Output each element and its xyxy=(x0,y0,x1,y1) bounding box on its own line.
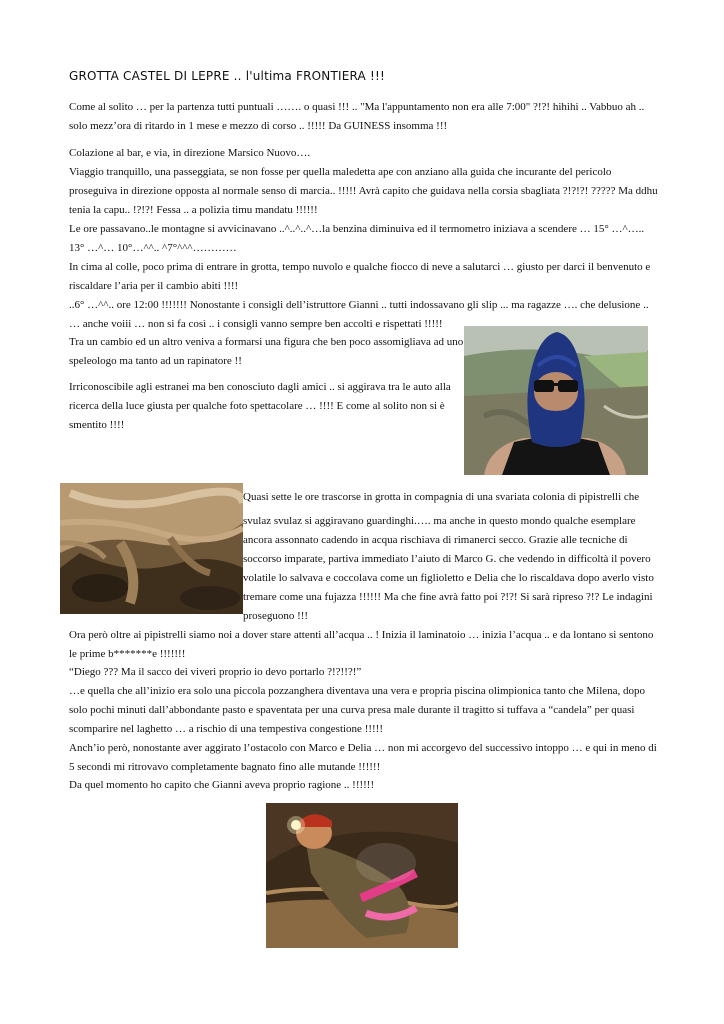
paragraph-line: soccorso imparate, partiva immediato l’aiuto di Marco G. che vedendo in difficoltà il povero xyxy=(243,553,651,565)
balaclava-person-photo xyxy=(464,326,648,475)
paragraph-line: solo pochi minuti dall’abbondante pasto e spaventata per una curva presa male durante il tragitto si tuffava a “candela” per quasi xyxy=(69,704,635,716)
paragraph-line: le prime b*******e !!!!!!! xyxy=(69,648,186,660)
paragraph-line: Le ore passavano..le montagne si avvicinavano ..^..^..^…la benzina diminuiva ed il termometro iniziava a scendere … 15° …^….. xyxy=(69,223,645,235)
caver-water-photo xyxy=(266,803,458,948)
paragraph-line: “Diego ??? Ma il sacco dei viveri proprio io devo portarlo ?!?!!?!” xyxy=(69,666,362,678)
paragraph-line: tremare come una fujazza !!!!!! Ma che fine avrà fatto poi ?!?! Si sarà ripreso ?!? Le indagini xyxy=(243,591,653,603)
paragraph-line: ancora assonnato cadendo in acqua rischiava di rimanerci secco. Grazie alle tecniche di xyxy=(243,534,628,546)
paragraph-line: Viaggio tranquillo, una passeggiata, se non fosse per quella maledetta ape con anziano alla guida che incurante del pericolo xyxy=(69,166,612,178)
paragraph-line: svulaz svulaz si aggiravano guardinghi.…. ma anche in questo mondo qualche esemplare xyxy=(243,515,636,527)
paragraph-line: ..6° …^^.. ore 12:00 !!!!!!! Nonostante i consigli dell’istruttore Gianni .. tutti indossavano gli slip ... ma ragazze …. che delusione .. xyxy=(69,299,649,311)
paragraph-line: scomparire nel laghetto … a rischio di una tempestiva congestione !!!!! xyxy=(69,723,384,735)
paragraph-line: Da quel momento ho capito che Gianni aveva proprio ragione .. !!!!!! xyxy=(69,779,375,791)
paragraph-line: Colazione al bar, e via, in direzione Marsico Nuovo…. xyxy=(69,147,311,159)
paragraph-line: Tra un cambio ed un altro veniva a formarsi una figura che ben poco assomigliava ad uno xyxy=(69,336,464,348)
paragraph-line: proseguono !!! xyxy=(243,610,309,622)
paragraph-line: riscaldare l’aria per il cambio abiti !!!! xyxy=(69,280,239,292)
paragraph-line: In cima al colle, poco prima di entrare in grotta, tempo nuvolo e qualche fiocco di neve a salutarci … giusto per darci il benvenuto e xyxy=(69,261,651,273)
paragraph-line: 13° …^… 10°…^^.. ^7°^^^………… xyxy=(69,242,237,254)
paragraph-line: solo mezz’ora di ritardo in 1 mese e mezzo di corso .. !!!!! Da GUINESS insomma !!! xyxy=(69,120,448,132)
paragraph-line: … anche voiii … non si fa così .. i consigli vanno sempre ben accolti e rispettati !!!!! xyxy=(69,318,443,330)
paragraph-line: smentito !!!! xyxy=(69,419,125,431)
paragraph-line: Ora però oltre ai pipistrelli siamo noi a dover stare attenti all’acqua .. ! Inizia il laminatoio … inizia l’acqua .. e da lontano si sentono xyxy=(69,629,654,641)
paragraph-line: …e quella che all’inizio era solo una piccola pozzanghera diventava una vera e propria piscina olimpionica tanto che Milena, dopo xyxy=(69,685,646,697)
paragraph-line: Come al solito … per la partenza tutti puntuali ……. o quasi !!! .. "Ma l'appuntamento non era alle 7:00" ?!?! hihihi .. Vabbuo ah .. xyxy=(69,101,645,113)
paragraph-line: Anch’io però, nonostante aver aggirato l’ostacolo con Marco e Delia … non mi accorgevo del successivo intoppo … e qui in meno di xyxy=(69,742,657,754)
page-title: GROTTA CASTEL DI LEPRE .. l'ultima FRONTIERA !!! xyxy=(69,69,386,83)
cave-rock-photo xyxy=(60,483,243,614)
paragraph-line: Irriconoscibile agli estranei ma ben conosciuto dagli amici .. si aggirava tra le auto alla xyxy=(69,381,451,393)
paragraph-line: 5 secondi mi ritrovavo completamente bagnato fino alle mutande !!!!!! xyxy=(69,761,381,773)
paragraph-line: ricerca della luce giusta per qualche foto spettacolare … !!!! E come al solito non si è xyxy=(69,400,445,412)
paragraph-line: tenia la capu.. !?!?! Fessa .. a polizia timu mandatu !!!!!! xyxy=(69,204,318,216)
paragraph-line: volatile lo salvava e coccolava come un figlioletto e Delia che lo riscaldava dopo averlo visto xyxy=(243,572,654,584)
paragraph-line: Quasi sette le ore trascorse in grotta in compagnia di una svariata colonia di pipistrelli che xyxy=(243,491,640,503)
paragraph-line: proseguiva in direzione opposta al normale senso di marcia.. !!!!! Avrà capito che guidava nella corsia sbagliata ?!?!?! ????? Ma ddhu xyxy=(69,185,658,197)
paragraph-line: speleologo ma tanto ad un rapinatore !! xyxy=(69,355,242,367)
